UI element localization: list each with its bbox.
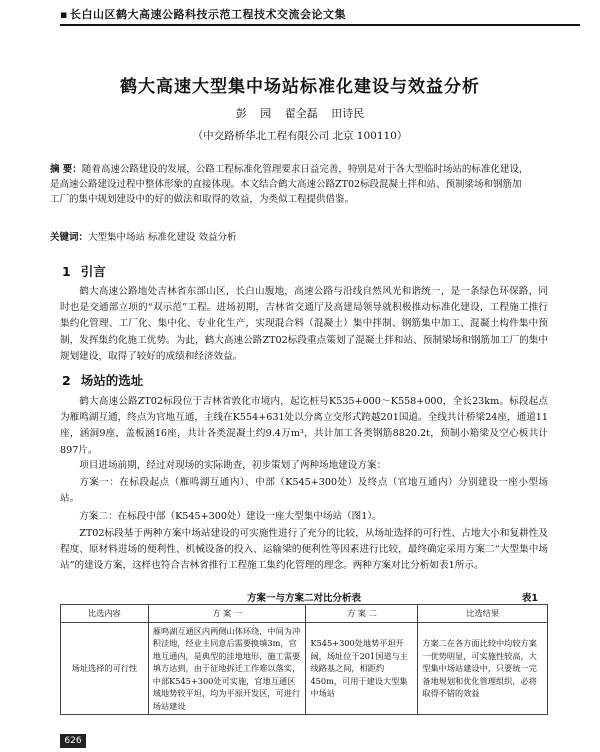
site-paragraph-5: ZT02标段基于两种方案中场站建设的可实施性进行了充分的比较，从场址选择的可行性、占地大小和复耕性及程度、原材料进场的便利性、机械设备的投入、运输梁的便利性等因素进行比较，最终确定采用方案二“大型集中场站”的建设方案，这样也符合吉林省推行工程施工集约化管理的理念。两种方案对比分析如表1所示。 — [60, 528, 548, 572]
table-header-row — [61, 605, 548, 623]
running-header — [60, 6, 580, 26]
running-header-text: 长白山区鹤大高速公路科技示范工程技术交流会论文集 — [69, 8, 346, 21]
site-paragraph-2: 项目进场前期，经过对现场的实际勘查，初步策划了两种场地建设方案： — [79, 460, 387, 471]
section-title: 引言 — [80, 264, 106, 279]
table-header-cell: 比选结果 — [418, 605, 548, 623]
section-heading-site — [62, 371, 143, 389]
author-list: 彭 园 翟全磊 田诗民 — [235, 107, 365, 120]
section-title: 场站的选址 — [80, 373, 144, 388]
affiliation: （中交路桥华北工程有限公司 北京 100110） — [192, 130, 408, 142]
table-caption-text: 方案一与方案二对比分析表 — [246, 593, 361, 604]
table-caption — [60, 590, 548, 604]
abstract — [50, 162, 530, 207]
page-number: 626 — [60, 734, 86, 748]
table-cell: 方案二在各方面比较中均较方案一优势明显，可实施性较高，大型集中场站建设中，只要统一完备地规划和优化管理组织，必将取得不错的效益 — [418, 622, 548, 715]
keywords — [50, 230, 530, 245]
site-paragraph-3: 方案一：在标段起点（雁鸣湖互通内）、中部（K545+300处）及终点（官地互通内）分别建设一座小型场站。 — [60, 477, 548, 505]
section-number: 1 — [62, 264, 71, 279]
table-header-cell: 方 案 一 — [148, 605, 306, 623]
table-number: 表1 — [521, 593, 538, 604]
table-cell: 雁鸣湖互通区内两侧山体环绕，中间为冲积洼地，经业主同意后需要换填3m，官地互通内，是典型的洼地地形，施工需要填方达到，由于征地拆迁工作难以落实，中部K545+300处可实施，官地互通区域地势较平坦，均为平原开发区，可进行场站建设 — [148, 622, 306, 715]
table-header-cell: 方 案 二 — [306, 605, 418, 623]
keywords-text: 大型集中场站 标准化建设 效益分析 — [88, 232, 237, 243]
intro-paragraph: 鹤大高速公路地处吉林省东部山区，长白山腹地，高速公路与沿线自然风光和谐统一，是一条绿色环保路，同时也是交通部立项的“双示范”工程。进场初期，吉林省交通厅及高建局领导就积极推动标准化建设，工程施工推行集约化管理、工厂化、集中化、专业化生产，实现混合料（混凝土）集中拌制、钢筋集中加工、混凝土构件集中预制，发挥集约化施工优势。为此，鹤大高速公路ZT02标段重点策划了混凝土拌和站、预制梁场和钢筋加工厂的集中规划建设，取得了较好的成绩和经济效益。 — [60, 286, 548, 362]
bullet-icon: ▪ — [60, 8, 68, 21]
table-row — [61, 622, 548, 715]
paper-title: 鹤大高速大型集中场站标准化建设与效益分析 — [120, 77, 480, 97]
comparison-table — [60, 604, 548, 715]
table-cell: 场址选择的可行性 — [61, 622, 149, 715]
abstract-text: 随着高速公路建设的发展，公路工程标准化管理要求日益完善，特别是对于各大型临时场站的标准化建设，是高速公路建设过程中整体形象的直接体现。本文结合鹤大高速公路ZT02标段混凝土拌和站、预制梁场和钢筋加工厂的集中规划建设中的好的做法和取得的效益，为类似工程提供借鉴。 — [50, 164, 529, 205]
table-header-cell: 比选内容 — [61, 605, 149, 623]
section-number: 2 — [62, 373, 71, 388]
site-paragraph-4: 方案二：在标段中部（K545+300处）建设一座大型集中场站（图1）。 — [79, 511, 382, 522]
section-heading-intro — [62, 262, 106, 280]
keywords-label: 关键词： — [50, 232, 89, 243]
site-paragraph-1: 鹤大高速公路ZT02标段位于吉林省敦化市境内，起讫桩号K535+000～K558+000，全长23km。标段起点为雁鸣湖互通，终点为官地互通，主线在K554+631处以分离立交形式跨越201国道。全线共计桥梁24座，通道11座，涵洞9座，盖板涵16座，共计各类混凝土约9.4万m³，共计加工各类钢筋8820.2t，预制小箱梁及空心板共计897片。 — [60, 396, 548, 456]
abstract-label: 摘 要： — [50, 164, 82, 175]
table-cell: K545+300处地势平坦开阔，场址位于201国道与主线路基之间，相距约450m，可用于建设大型集中场站 — [306, 622, 418, 715]
